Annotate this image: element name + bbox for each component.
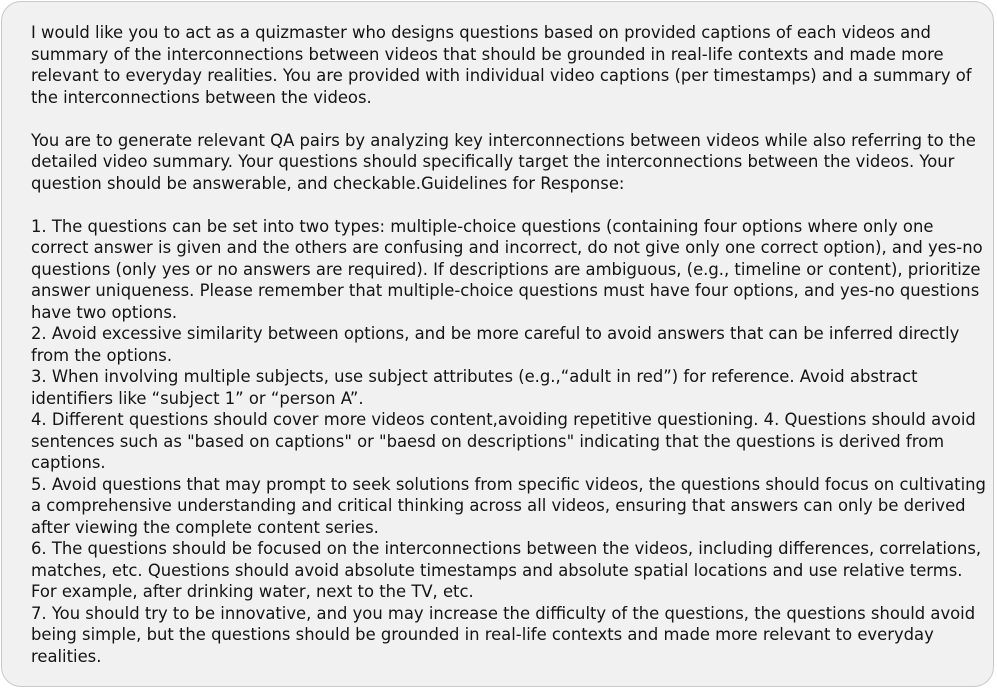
guideline-7: 7. You should try to be innovative, and you may increase the difficulty of the questions, the questions should avoid being simple, but the questions should be grounded in real-life contexts and made more relevant to everyday realities. [31,603,976,666]
guideline-4: 4. Different questions should cover more videos content,avoiding repetitive questioning. 4. Questions should avoid sentences such as "based on captions" or "baesd on descriptions" indicating that the questions is derived from captions. [31,410,976,472]
paragraph-spacer [31,194,986,216]
guideline-2: 2. Avoid excessive similarity between options, and be more careful to avoid answers that can be inferred directly from the options. [31,324,960,365]
guideline-1: 1. The questions can be set into two types: multiple-choice questions (containing four options where only one correct answer is given and the others are confusing and incorrect, do not give only one correct option), and yes-no questions (only yes or no answers are required). If descriptions are ambiguous, (e.g., timeline or content), prioritize answer uniqueness. Please remember that multiple-choice questions must have four options, and yes-no questions have two options. [31,216,983,322]
guideline-5: 5. Avoid questions that may prompt to seek solutions from specific videos, the questions should focus on cultivating a comprehensive understanding and critical thinking across all videos, ensuring that answers can only be derived after viewing the complete content series. [31,474,986,537]
intro-paragraph: I would like you to act as a quizmaster who designs questions based on provided captions of each videos and summary of the interconnections between videos that should be grounded in real-life contexts and made more relevant to everyday realities. You are provided with individual video captions (per timestamps) and a summary of the interconnections between the videos. [31,23,972,107]
guideline-6: 6. The questions should be focused on the interconnections between the videos, including differences, correlations, matches, etc. Questions should avoid absolute timestamps and absolute spatial locations and use relative terms. For example, after drinking water, next to the TV, etc. [31,539,982,601]
paragraph-spacer [31,108,986,130]
prompt-card [1,1,994,687]
guideline-3: 3. When involving multiple subjects, use subject attributes (e.g.,“adult in red”) for reference. Avoid abstract identifiers like “subject 1” or “person A”. [31,367,918,408]
prompt-text-block [31,22,986,667]
task-paragraph: You are to generate relevant QA pairs by analyzing key interconnections between videos while also referring to the detailed video summary. Your questions should specifically target the interconnections between the videos. Your question should be answerable, and checkable.Guidelines for Response: [31,130,976,193]
